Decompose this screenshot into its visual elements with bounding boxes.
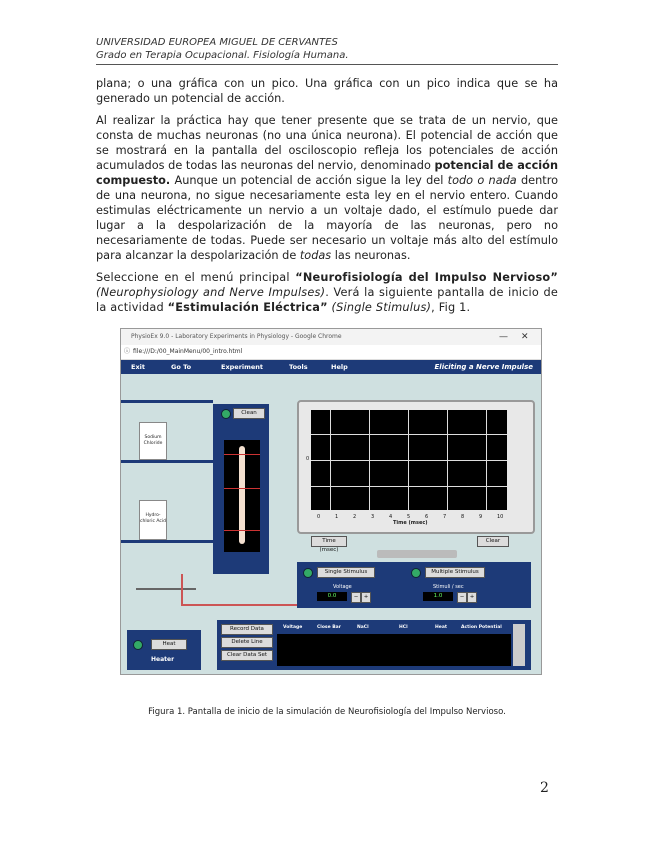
cable-red bbox=[181, 574, 183, 604]
paragraph-3 bbox=[96, 270, 558, 315]
grid-line bbox=[311, 434, 507, 435]
info-icon: ⓘ bbox=[124, 348, 131, 355]
browser-titlebar bbox=[121, 329, 541, 345]
electrode-2 bbox=[224, 488, 260, 489]
stimuli-readout: 1.0 bbox=[423, 592, 453, 601]
menu-goto[interactable]: Go To bbox=[171, 363, 192, 371]
col-voltage: Voltage bbox=[283, 625, 303, 630]
paragraph-1: plana; o una gráfica con un pico. Una gráfica con un pico indica que se ha generado un potencial de acción. bbox=[96, 77, 558, 105]
heater-panel bbox=[127, 630, 201, 670]
oscilloscope-screen bbox=[311, 410, 507, 510]
electrode-1 bbox=[224, 454, 260, 455]
p2-bold: potencial de acción compuesto. bbox=[96, 159, 558, 187]
shelf-middle bbox=[121, 460, 213, 463]
p2-text-a: Al realizar la práctica hay que tener presente que se trata de un nervio, que consta de muchas neuronas (no una única neurona). El potencial de acción que se mostrará en la pantalla del osciloscopio refleja los potenciales de acción acumulados de todas las neuronas del nervio, denominado bbox=[96, 114, 558, 172]
probe-stand bbox=[136, 588, 196, 590]
cable-red-h bbox=[181, 604, 299, 606]
p3-text-b: . Verá la siguiente pantalla de inicio de la actividad bbox=[96, 286, 558, 314]
header-course: Grado en Terapia Ocupacional. Fisiología Humana. bbox=[96, 50, 349, 61]
y-tick-zero: 0 bbox=[306, 456, 310, 462]
col-hcl: HCl bbox=[399, 625, 408, 630]
figure-caption: Figura 1. Pantalla de inicio de la simulación de Neurofisiología del Impulso Nervioso. bbox=[148, 707, 506, 717]
hydrochloric-acid-bottle[interactable] bbox=[139, 500, 167, 540]
voltage-readout: 0.0 bbox=[317, 592, 347, 601]
voltage-label: Voltage bbox=[333, 584, 352, 590]
col-heat: Heat bbox=[435, 625, 448, 630]
menu-bar bbox=[121, 360, 541, 374]
grid-line bbox=[311, 460, 507, 461]
running-header bbox=[96, 36, 558, 62]
menu-tools[interactable]: Tools bbox=[289, 363, 308, 371]
shelf-top bbox=[121, 400, 213, 403]
p2-italic: todo o nada bbox=[447, 174, 517, 187]
clear-data-set-button[interactable]: Clear Data Set bbox=[221, 650, 273, 661]
p2-text-d: las neuronas. bbox=[331, 249, 411, 262]
x-tick-label: 8 bbox=[461, 514, 465, 520]
x-tick-label: 7 bbox=[443, 514, 447, 520]
page-number: 2 bbox=[540, 780, 549, 796]
activity-title: Eliciting a Nerve Impulse bbox=[434, 363, 533, 371]
menu-experiment[interactable]: Experiment bbox=[221, 363, 264, 371]
col-close-bar: Close Bar bbox=[317, 625, 341, 630]
sodium-chloride-bottle[interactable] bbox=[139, 422, 167, 460]
nerve-chamber bbox=[224, 440, 260, 552]
delete-line-button[interactable]: Delete Line bbox=[221, 637, 273, 648]
minimize-icon[interactable]: — bbox=[499, 332, 508, 342]
x-tick-label: 5 bbox=[407, 514, 411, 520]
menu-help[interactable]: Help bbox=[331, 363, 348, 371]
time-button[interactable]: Time (msec) bbox=[311, 536, 347, 547]
grid-line bbox=[311, 486, 507, 487]
multiple-stimulus-button[interactable]: Multiple Stimulus bbox=[425, 567, 485, 578]
window-title: PhysioEx 9.0 - Laboratory Experiments in Physiology - Google Chrome bbox=[131, 333, 342, 340]
p3-italic-2: (Single Stimulus) bbox=[327, 301, 432, 314]
clear-button[interactable]: Clear bbox=[477, 536, 509, 547]
figure-screenshot bbox=[120, 328, 542, 675]
multi-indicator-icon bbox=[411, 568, 421, 578]
data-table-body bbox=[277, 634, 511, 666]
x-tick-label: 6 bbox=[425, 514, 429, 520]
electrode-3 bbox=[224, 530, 260, 531]
stimuli-label: Stimuli / sec bbox=[433, 584, 464, 590]
single-indicator-icon bbox=[303, 568, 313, 578]
stimuli-down-button[interactable]: − bbox=[457, 592, 467, 603]
clean-button[interactable]: Clean bbox=[233, 408, 265, 419]
table-scrollbar[interactable] bbox=[513, 624, 525, 666]
voltage-up-button[interactable]: + bbox=[361, 592, 371, 603]
scope-stand bbox=[377, 550, 457, 558]
p3-italic-1: (Neurophysiology and Nerve Impulses) bbox=[96, 286, 326, 299]
x-tick-label: 4 bbox=[389, 514, 393, 520]
p3-text-c: , Fig 1. bbox=[431, 301, 471, 314]
record-data-button[interactable]: Record Data bbox=[221, 624, 273, 635]
x-tick-label: 0 bbox=[317, 514, 321, 520]
col-action-potential: Action Potential bbox=[461, 625, 502, 630]
x-axis-label: Time (msec) bbox=[393, 520, 428, 526]
heater-label: Heater bbox=[151, 656, 175, 663]
close-icon[interactable]: ✕ bbox=[521, 332, 529, 342]
shelf-bottom bbox=[121, 540, 213, 543]
p2-text-b: Aunque un potencial de acción sigue la ley del bbox=[170, 174, 448, 187]
clean-indicator-icon bbox=[221, 409, 231, 419]
col-nacl: NaCl bbox=[357, 625, 369, 630]
x-tick-label: 9 bbox=[479, 514, 483, 520]
x-tick-label: 3 bbox=[371, 514, 375, 520]
p3-text-a: Seleccione en el menú principal bbox=[96, 271, 296, 284]
x-tick-label: 2 bbox=[353, 514, 357, 520]
header-rule bbox=[96, 64, 558, 65]
body-text bbox=[96, 76, 558, 322]
x-tick-label: 10 bbox=[497, 514, 504, 520]
p3-bold-1: “Neurofisiología del Impulso Nervioso” bbox=[295, 271, 558, 284]
p3-bold-2: “Estimulación Eléctrica” bbox=[167, 301, 328, 314]
header-university: UNIVERSIDAD EUROPEA MIGUEL DE CERVANTES bbox=[96, 37, 338, 48]
bottle1-label: Sodium Chloride bbox=[143, 435, 163, 446]
heat-indicator-icon bbox=[133, 640, 143, 650]
p2-italic-2: todas bbox=[299, 249, 332, 262]
voltage-down-button[interactable]: − bbox=[351, 592, 361, 603]
single-stimulus-button[interactable]: Single Stimulus bbox=[317, 567, 375, 578]
url-text: file:///D:/00_MainMenu/00_intro.html bbox=[133, 348, 243, 355]
address-bar[interactable] bbox=[121, 345, 541, 360]
p2-text-c: dentro de una neurona, no sigue necesariamente esta ley en el nervio entero. Cuando estimulas eléctricamente un nervio a un voltaje dado, el estímulo puede dar lugar a la despolarización de la mayoría de las neuronas, pero no necesariamente de todas. Puede ser necesario un voltaje más alto del estímulo para alcanzar la despolarización de bbox=[96, 174, 559, 262]
physioex-app bbox=[121, 360, 541, 674]
x-tick-label: 1 bbox=[335, 514, 339, 520]
bottle2-label: Hydro-chloric Acid bbox=[140, 513, 166, 524]
heat-button[interactable]: Heat bbox=[151, 639, 187, 650]
paragraph-2 bbox=[96, 113, 558, 263]
stimuli-up-button[interactable]: + bbox=[467, 592, 477, 603]
menu-exit[interactable]: Exit bbox=[131, 363, 145, 371]
